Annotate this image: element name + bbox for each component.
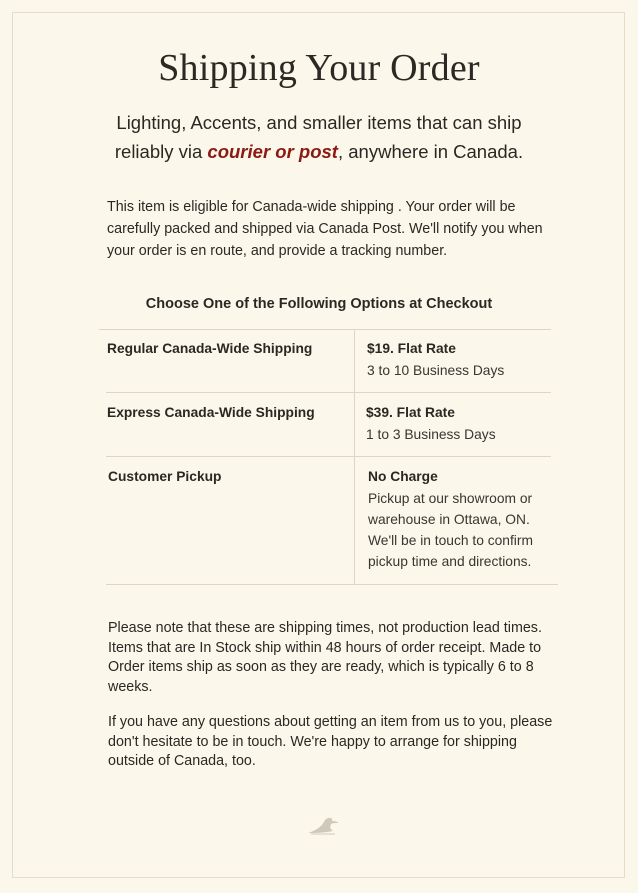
option-desc-pickup-line-3: We'll be in touch to confirm: [368, 533, 533, 548]
lead-times-note: Please note that these are shipping times, not production lead times. Items that are In Stock ship within 48 hours of order receipt. Made to Order items ship as soon as they are ready, which is typically 6 to 8 weeks.: [108, 620, 542, 695]
option-desc-pickup-line-2: warehouse in Ottawa, ON.: [368, 512, 530, 527]
page-title: Shipping Your Order: [158, 47, 480, 89]
loon-bird-icon: [306, 814, 340, 841]
option-name-pickup: Customer Pickup: [108, 469, 222, 484]
option-desc-pickup-line-1: Pickup at our showroom or: [368, 491, 533, 506]
subtitle-text-tail: , anywhere in Canada.: [337, 141, 524, 162]
options-heading: Choose One of the Following Options at Checkout: [145, 296, 493, 312]
option-price-pickup: No Charge: [368, 469, 438, 484]
option-name-express: Express Canada-Wide Shipping: [107, 405, 315, 420]
option-name-regular: Regular Canada-Wide Shipping: [107, 341, 313, 356]
option-price-regular: $19. Flat Rate: [367, 341, 456, 356]
table-rule-bottom: [106, 584, 558, 585]
option-price-express: $39. Flat Rate: [366, 405, 455, 420]
table-column-divider: [354, 329, 355, 585]
page-subtitle: [90, 108, 548, 166]
option-desc-express: 1 to 3 Business Days: [366, 427, 496, 442]
intro-paragraph: This item is eligible for Canada-wide shipping . Your order will be carefully packed and shipped via Canada Post. We'll notify you when your order is en route, and provide a tracking number.: [107, 199, 543, 259]
table-rule-top: [99, 329, 551, 330]
subtitle-text-lead: Lighting, Accents, and smaller items that can ship reliably via: [114, 112, 522, 162]
questions-note: If you have any questions about getting an item from us to you, please don't hesitate to be in touch. We're happy to arrange for shipping outside of Canada, too.: [108, 714, 553, 769]
option-desc-regular: 3 to 10 Business Days: [367, 363, 505, 378]
subtitle-accent-text: courier or post: [207, 141, 338, 162]
option-desc-pickup-line-4: pickup time and directions.: [368, 554, 532, 569]
table-rule-row-1: [106, 392, 551, 393]
table-rule-row-2: [106, 456, 551, 457]
